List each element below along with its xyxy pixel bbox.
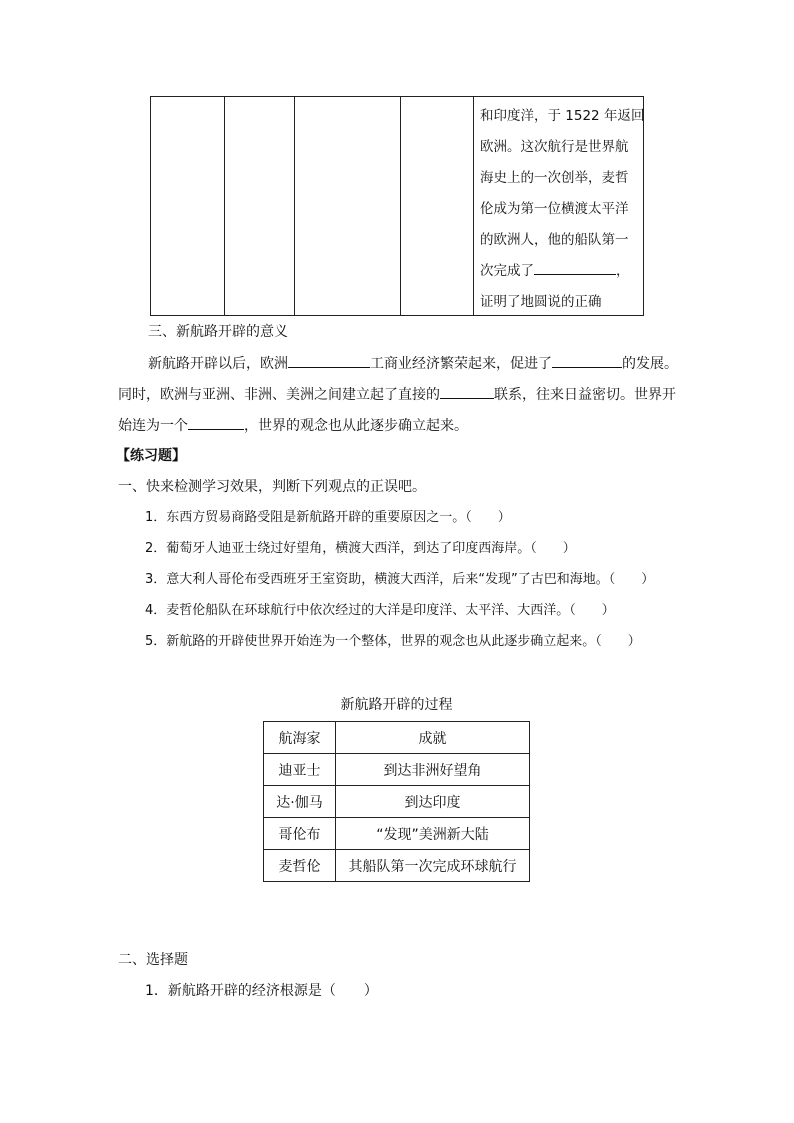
practice-heading: 【练习题】 <box>116 448 186 464</box>
fill-blank[interactable] <box>534 260 616 275</box>
cell-line: 海史上的一次创举，麦哲 <box>480 170 629 186</box>
judgement-item: 4．麦哲伦船队在环球航行中依次经过的大洋是印度洋、太平洋、大西洋。（ ） <box>145 603 615 618</box>
table-row <box>264 818 530 850</box>
cell-line: 伦成为第一位横渡太平洋 <box>480 201 629 217</box>
text-segment: 工商业经济繁荣起来，促进了 <box>370 356 552 372</box>
top-table <box>150 96 644 316</box>
section3-heading: 三、新航路开辟的意义 <box>148 324 288 340</box>
achievement-cell: 其船队第一次完成环球航行 <box>336 850 530 882</box>
achievement-cell: 到达印度 <box>336 786 530 818</box>
section3-paragraph-line2 <box>118 384 676 405</box>
text-segment: ，世界的观念也从此逐步确立起来。 <box>244 418 468 434</box>
cell-line-text: 次完成了 <box>480 263 534 279</box>
table-row <box>264 786 530 818</box>
column-header: 成就 <box>336 722 530 754</box>
process-table-caption: 新航路开辟的过程 <box>340 697 453 713</box>
table-divider <box>473 97 474 315</box>
table-row <box>264 754 530 786</box>
table-divider <box>400 97 401 315</box>
achievement-cell: 到达非洲好望角 <box>336 754 530 786</box>
cell-line: 的欧洲人，他的船队第一 <box>480 232 629 248</box>
text-segment: 始连为一个 <box>118 418 188 434</box>
fill-blank[interactable] <box>288 353 370 368</box>
navigator-cell: 达·伽马 <box>264 786 336 818</box>
column-header: 航海家 <box>264 722 336 754</box>
process-table <box>263 721 530 882</box>
table-header-row <box>264 722 530 754</box>
section3-paragraph-line1 <box>148 353 678 374</box>
choice-question: 1．新航路开辟的经济根源是（ ） <box>145 983 378 999</box>
part1-heading: 一、快来检测学习效果，判断下列观点的正误吧。 <box>118 479 426 495</box>
part2-heading: 二、选择题 <box>118 952 188 968</box>
fill-blank[interactable] <box>188 415 244 430</box>
judgement-item: 2．葡萄牙人迪亚士绕过好望角，横渡大西洋，到达了印度西海岸。（ ） <box>145 541 576 556</box>
judgement-item: 3．意大利人哥伦布受西班牙王室资助，横渡大西洋，后来“发现”了古巴和海地。（ ） <box>145 572 655 587</box>
achievement-cell: “发现”美洲新大陆 <box>336 818 530 850</box>
cell-line: 欧洲。这次航行是世界航 <box>480 139 629 155</box>
cell-line: 和印度洋，于 1522 年返回 <box>480 108 645 124</box>
navigator-cell: 迪亚士 <box>264 754 336 786</box>
judgement-item: 1．东西方贸易商路受阻是新航路开辟的重要原因之一。（ ） <box>145 510 511 525</box>
cell-line-suffix: ， <box>616 263 630 279</box>
text-segment: 同时，欧洲与亚洲、非洲、美洲之间建立起了直接的 <box>118 387 440 403</box>
section3-paragraph-line3 <box>118 415 468 436</box>
cell-line <box>480 256 640 287</box>
table-row <box>264 850 530 882</box>
navigator-cell: 哥伦布 <box>264 818 336 850</box>
fill-blank[interactable] <box>552 353 622 368</box>
table-divider <box>224 97 225 315</box>
text-segment: 联系，往来日益密切。世界开 <box>494 387 676 403</box>
judgement-item: 5．新航路的开辟使世界开始连为一个整体，世界的观念也从此逐步确立起来。（ ） <box>145 634 641 649</box>
navigator-cell: 麦哲伦 <box>264 850 336 882</box>
fill-blank[interactable] <box>440 384 494 399</box>
text-segment: 新航路开辟以后，欧洲 <box>148 356 288 372</box>
table-last-cell <box>480 101 645 318</box>
table-divider <box>294 97 295 315</box>
cell-line: 证明了地圆说的正确 <box>480 294 602 310</box>
text-segment: 的发展。 <box>622 356 678 372</box>
